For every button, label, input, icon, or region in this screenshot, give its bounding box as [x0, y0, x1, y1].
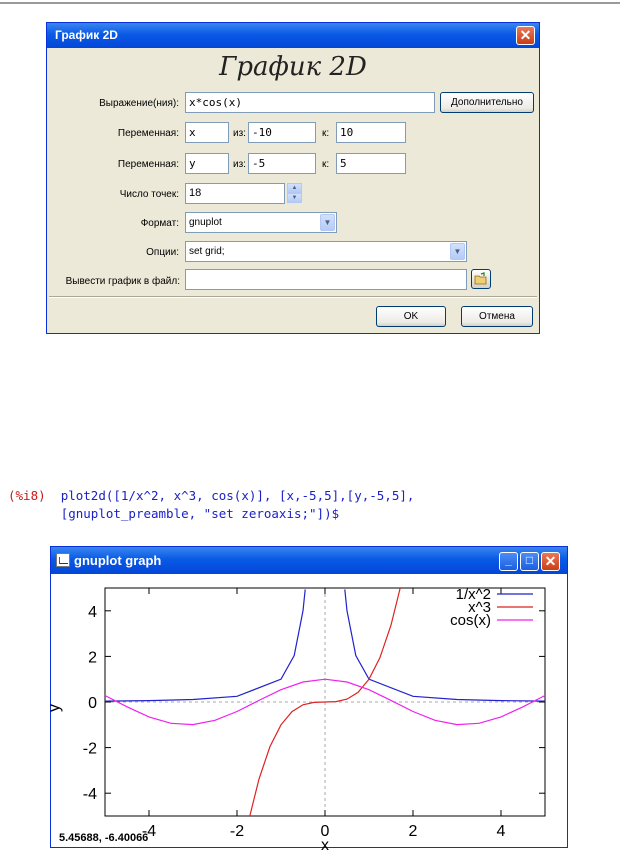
cursor-coordinates: 5.45688, -6.40066 — [59, 832, 149, 844]
cancel-button[interactable]: Отмена — [461, 306, 533, 327]
gnuplot-title: gnuplot graph — [74, 553, 162, 568]
x-tick-label: -4 — [141, 823, 157, 840]
variable2-to-input[interactable]: 5 — [336, 153, 406, 174]
variable2-to-label: к: — [322, 159, 330, 170]
command-line-2: [gnuplot_preamble, "set zeroaxis;"])$ — [60, 506, 340, 521]
file-input[interactable] — [185, 269, 467, 290]
close-icon[interactable]: ✕ — [516, 26, 535, 45]
legend-label: 1/x^2 — [455, 586, 491, 603]
variable2-from-input[interactable]: -5 — [248, 153, 316, 174]
options-label: Опции: — [146, 247, 179, 258]
x-axis-label: x — [321, 837, 329, 851]
spin-down-button[interactable]: ▼ — [287, 193, 302, 203]
plot-legend — [450, 586, 533, 629]
gnuplot-app-icon[interactable] — [56, 553, 70, 567]
points-label: Число точек: — [119, 189, 179, 200]
variable1-to-input[interactable]: 10 — [336, 122, 406, 143]
legend-label: x^3 — [468, 599, 491, 616]
gnuplot-window — [46, 546, 568, 851]
dialog-titlebar[interactable] — [47, 23, 539, 48]
file-label: Вывести график в файл: — [65, 276, 180, 287]
legend-label: cos(x) — [450, 612, 491, 629]
y-tick-label: -2 — [82, 740, 97, 758]
variable2-label: Переменная: — [117, 159, 179, 170]
minimize-icon[interactable]: _ — [499, 552, 518, 571]
plot-area[interactable] — [46, 574, 567, 851]
maxima-input-cell[interactable] — [8, 487, 414, 523]
format-label: Формат: — [140, 218, 179, 229]
y-tick-label: 0 — [88, 695, 97, 712]
maximize-icon[interactable]: □ — [520, 552, 539, 571]
folder-icon — [472, 270, 490, 288]
expression-label: Выражение(ния): — [99, 98, 179, 109]
spinner-icon[interactable] — [287, 183, 302, 204]
x-tick-label: 4 — [496, 823, 506, 840]
spin-up-button[interactable]: ▲ — [287, 183, 302, 193]
variable1-from-input[interactable]: -10 — [248, 122, 316, 143]
y-tick-label: 4 — [88, 603, 97, 621]
plot2d-dialog — [46, 22, 540, 334]
variable2-from-label: из: — [233, 159, 246, 170]
points-input[interactable]: 18 — [185, 183, 285, 204]
y-tick-label: 2 — [88, 649, 97, 667]
x-tick-label: -2 — [229, 823, 245, 840]
variable1-name-input[interactable]: x — [185, 122, 229, 143]
options-value: set grid; — [189, 246, 225, 257]
variable1-to-label: к: — [322, 128, 330, 139]
variable1-label: Переменная: — [117, 128, 179, 139]
close-icon[interactable]: ✕ — [541, 552, 560, 571]
top-rule — [0, 2, 620, 4]
options-select[interactable] — [185, 241, 467, 262]
y-tick-label: -4 — [82, 786, 97, 804]
dialog-separator — [49, 296, 537, 298]
dialog-heading: График 2D — [219, 52, 367, 82]
x-tick-label: 0 — [320, 823, 330, 840]
ok-button[interactable]: OK — [376, 306, 446, 327]
format-value: gnuplot — [189, 217, 222, 228]
series-line-1 — [345, 589, 545, 701]
chevron-down-icon[interactable]: ▼ — [320, 214, 335, 231]
variable1-from-label: из: — [233, 128, 246, 139]
dialog-title: График 2D — [55, 28, 118, 42]
format-select[interactable] — [185, 212, 337, 233]
input-prompt: (%i8) — [8, 488, 46, 503]
y-axis-label: y — [46, 704, 63, 712]
expression-input[interactable]: x*cos(x) — [185, 92, 435, 113]
series-line-1 — [105, 589, 305, 701]
variable2-name-input[interactable]: y — [185, 153, 229, 174]
x-tick-label: 2 — [408, 823, 418, 840]
command-line-1: plot2d([1/x^2, x^3, cos(x)], [x,-5,5],[y,-5,5], — [60, 488, 415, 503]
chevron-down-icon[interactable]: ▼ — [450, 243, 465, 260]
gnuplot-titlebar[interactable] — [51, 547, 567, 574]
advanced-button[interactable]: Дополнительно — [440, 92, 534, 113]
folder-browse-icon[interactable] — [471, 269, 491, 289]
